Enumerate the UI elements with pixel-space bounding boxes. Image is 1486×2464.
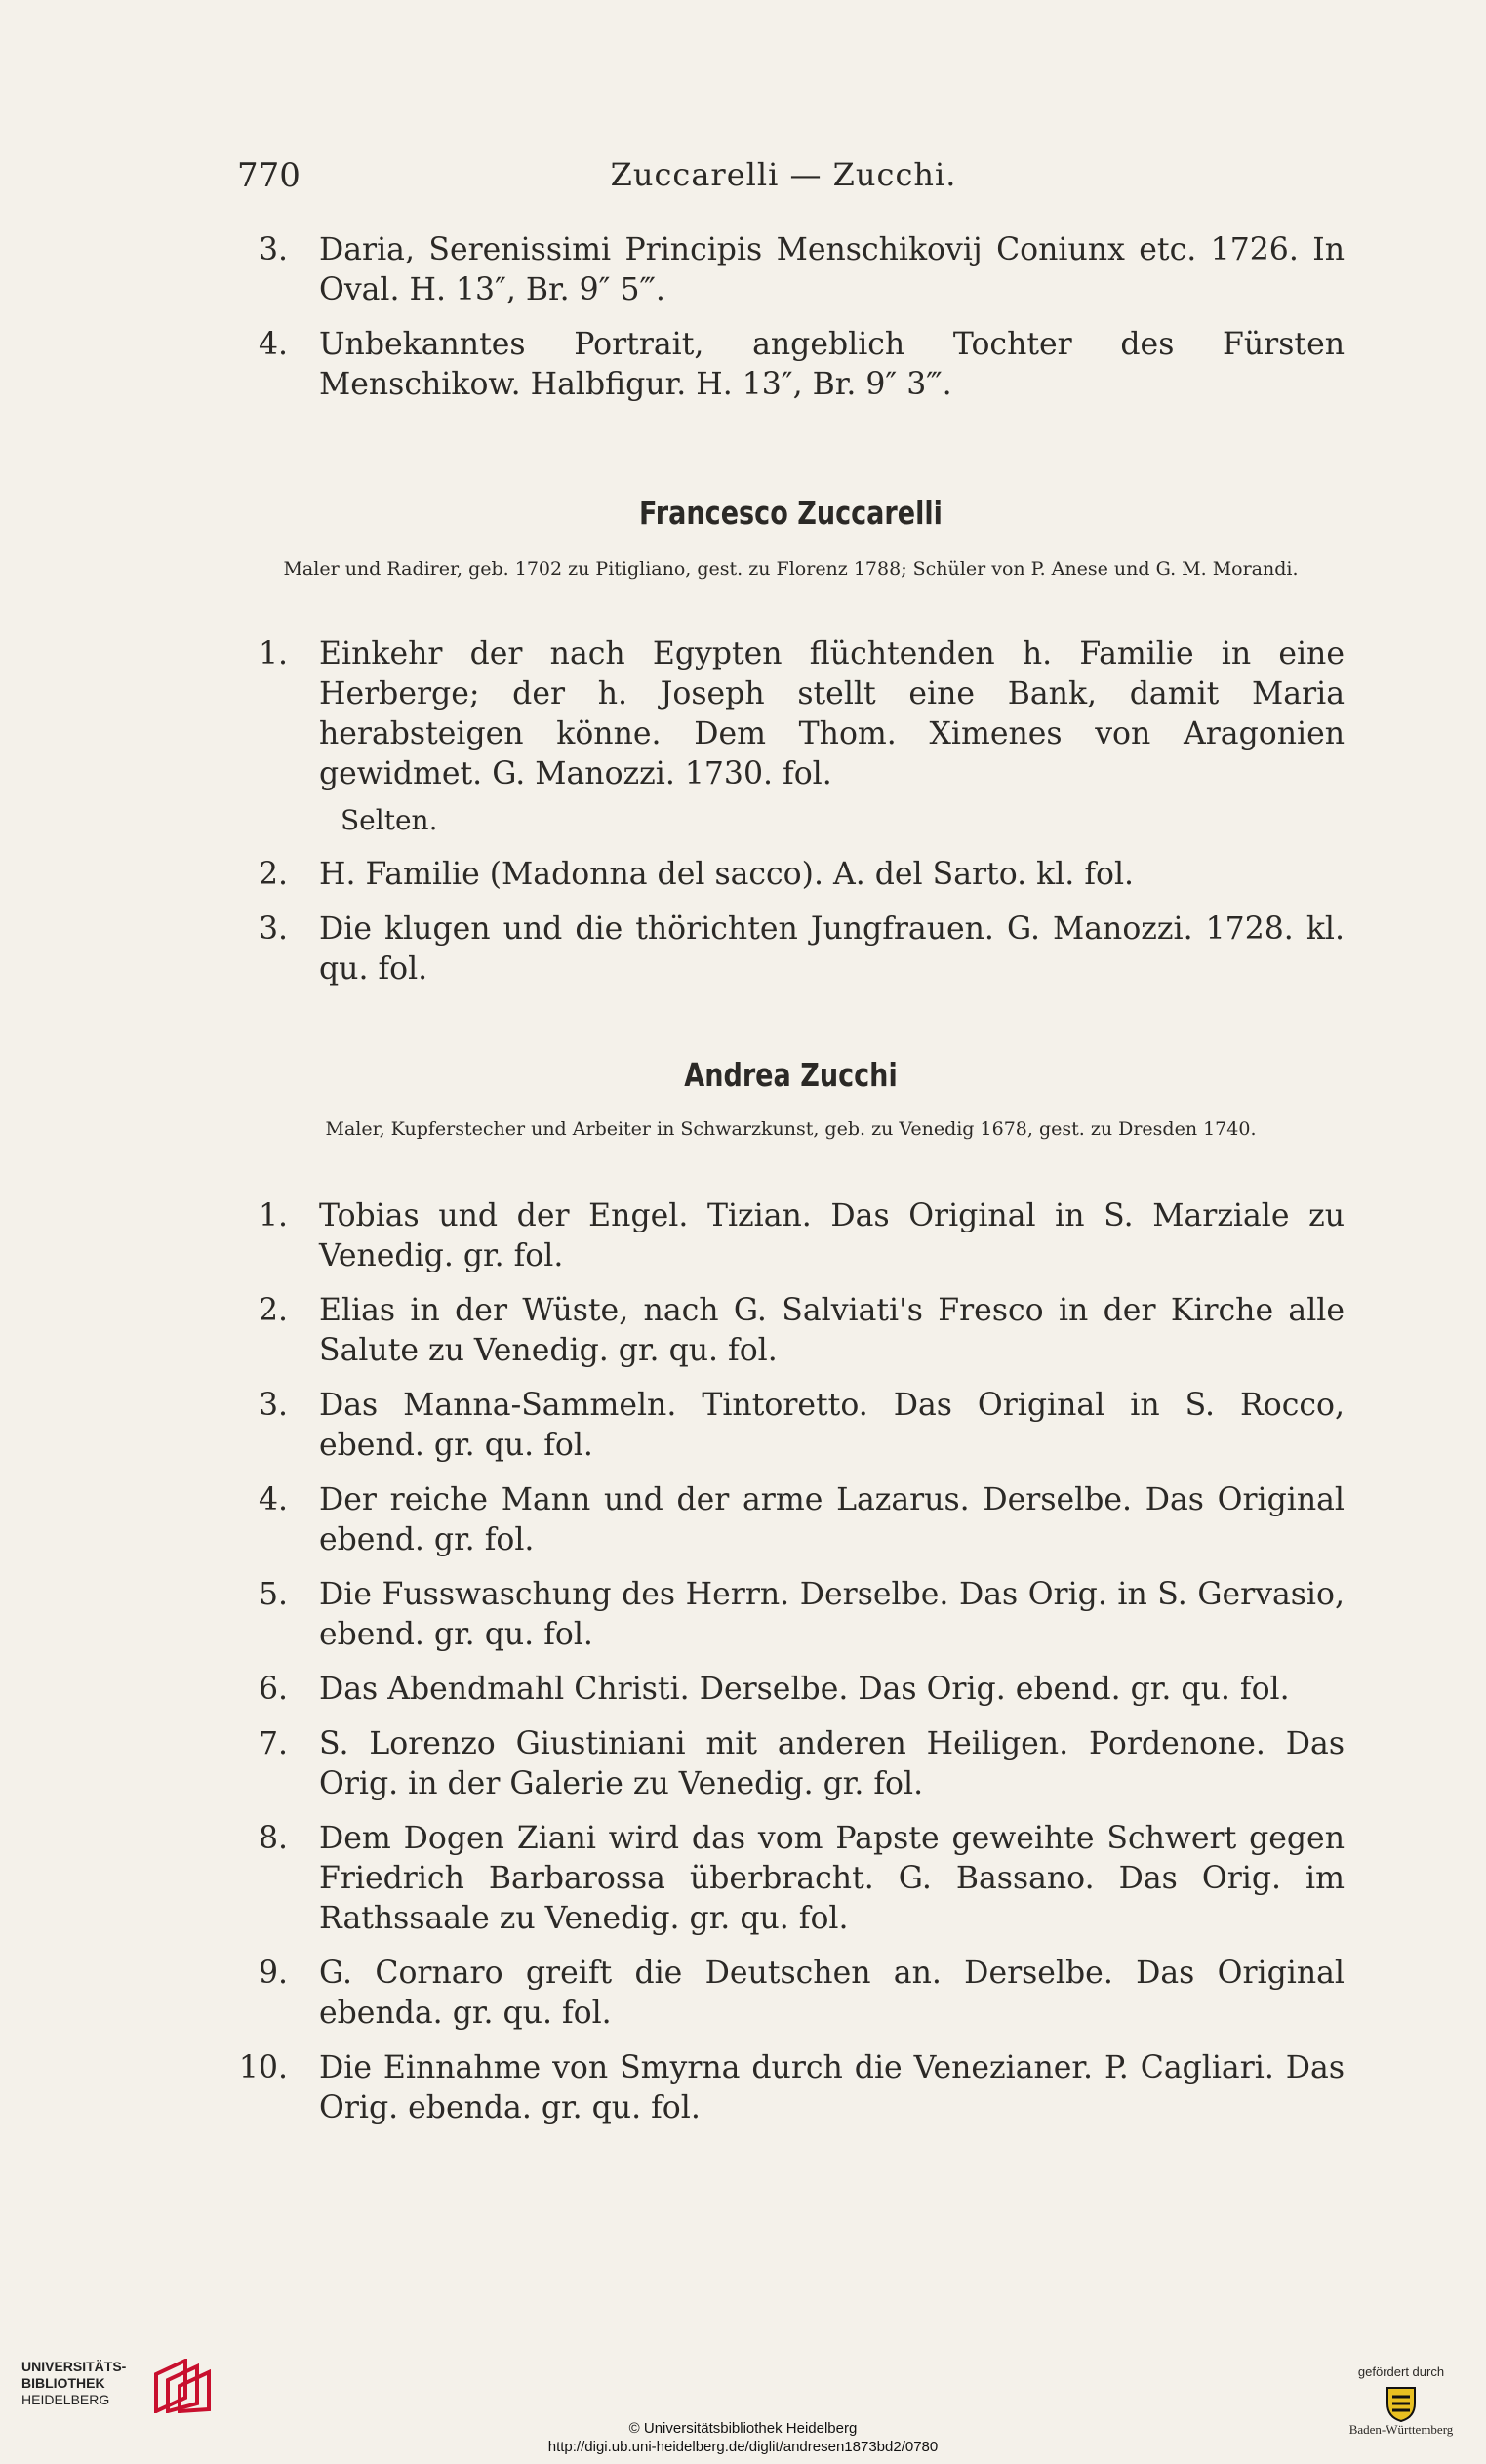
footer — [0, 2337, 1486, 2464]
section-title: Andrea Zucchi — [684, 1056, 898, 1094]
entry-number: 3. — [258, 1388, 288, 1423]
entry-text: Unbekanntes Portrait, angeblich Tochter des Fürsten Menschikow. Halbfigur. H. 13″, Br. 9″ 3‴. — [319, 327, 1345, 402]
entry-text: Das Manna-Sammeln. Tintoretto. Das Original in S. Rocco, ebend. gr. qu. fol. — [319, 1388, 1345, 1463]
entry-text: Die Fusswaschung des Herrn. Derselbe. Das Orig. in S. Gervasio, ebend. gr. qu. fol. — [319, 1577, 1345, 1652]
entry-text: G. Cornaro greift die Deutschen an. Derselbe. Das Original ebenda. gr. qu. fol. — [319, 1956, 1345, 2031]
entry-number: 6. — [258, 1672, 288, 1707]
copyright-notice: © Universitätsbibliothek Heidelberg — [628, 2420, 858, 2437]
list-item — [237, 1819, 1345, 1939]
state-coat-of-arms-icon — [1382, 2384, 1421, 2423]
section-title: Francesco Zuccarelli — [639, 494, 943, 532]
list-item — [237, 325, 1345, 405]
list-item — [237, 2048, 1345, 2128]
entry-text: Einkehr der nach Egypten flüchtenden h. Familie in eine Herberge; der h. Joseph stellt eine Bank, damit Maria herabsteigen könne. Dem Thom. Ximenes von Aragonien gewidmet. G. Manozzi. 1730. fol. — [319, 636, 1345, 791]
entry-text: H. Familie (Madonna del sacco). A. del Sarto. kl. fol. — [319, 857, 1135, 892]
permalink-url[interactable]: http://digi.ub.uni-heidelberg.de/diglit/andresen1873bd2/0780 — [547, 2439, 939, 2455]
list-item — [237, 230, 1345, 310]
entry-number: 9. — [258, 1956, 288, 1991]
list-item — [237, 855, 1345, 895]
entry-text: Elias in der Wüste, nach G. Salviati's Fresco in der Kirche alle Salute zu Venedig. gr. qu. fol. — [319, 1293, 1345, 1368]
entry-number: 3. — [258, 232, 288, 267]
entry-list — [237, 1196, 1345, 2143]
entry-text: Daria, Serenissimi Principis Menschikovij Coniunx etc. 1726. In Oval. H. 13″, Br. 9″ 5‴. — [319, 232, 1345, 307]
list-item — [237, 634, 1345, 840]
list-item — [237, 1670, 1345, 1710]
entry-text: S. Lorenzo Giustiniani mit anderen Heiligen. Pordenone. Das Orig. in der Galerie zu Venedig. gr. fol. — [319, 1726, 1345, 1801]
entry-text: Die klugen und die thörichten Jungfrauen. G. Manozzi. 1728. kl. qu. fol. — [319, 911, 1345, 987]
entry-number: 2. — [258, 857, 288, 892]
page-header — [237, 156, 1330, 205]
list-item — [237, 909, 1345, 990]
funding-state: Baden-Württemberg — [1348, 2422, 1454, 2437]
entry-number: 4. — [258, 1482, 288, 1517]
entry-text: Der reiche Mann und der arme Lazarus. Derselbe. Das Original ebend. gr. fol. — [319, 1482, 1345, 1557]
list-item — [237, 1724, 1345, 1804]
logo-line: BIBLIOTHEK — [21, 2375, 105, 2391]
entry-number: 3. — [258, 911, 288, 947]
entry-text: Das Abendmahl Christi. Derselbe. Das Orig. ebend. gr. qu. fol. — [319, 1672, 1290, 1707]
list-item — [237, 1196, 1345, 1276]
list-item — [237, 1386, 1345, 1466]
entry-number: 5. — [258, 1577, 288, 1612]
logo-line: HEIDELBERG — [21, 2392, 110, 2407]
entry-number: 7. — [258, 1726, 288, 1761]
list-item — [237, 1291, 1345, 1371]
list-item — [237, 1480, 1345, 1560]
section-description: Maler und Radirer, geb. 1702 zu Pitigliano, gest. zu Florenz 1788; Schüler von P. Anese und G. M. Morandi. — [283, 558, 1299, 580]
entry-note: Selten. — [341, 804, 438, 836]
running-title: Zuccarelli — Zucchi. — [610, 156, 957, 193]
entry-number: 4. — [258, 327, 288, 362]
entry-number: 8. — [258, 1821, 288, 1856]
entry-number: 2. — [258, 1293, 288, 1328]
entry-text: Tobias und der Engel. Tizian. Das Original in S. Marziale zu Venedig. gr. fol. — [319, 1198, 1345, 1273]
entry-number: 1. — [258, 636, 288, 671]
entry-number: 10. — [238, 2050, 288, 2085]
entry-list — [237, 634, 1345, 1004]
funding-label: gefördert durch — [1357, 2364, 1445, 2379]
list-item — [237, 1954, 1345, 2034]
page-number: 770 — [237, 156, 301, 195]
entry-number: 1. — [258, 1198, 288, 1233]
continued-entry-list — [237, 230, 1345, 420]
funding-credit — [1338, 2364, 1465, 2438]
entry-text: Die Einnahme von Smyrna durch die Venezianer. P. Cagliari. Das Orig. ebenda. gr. qu. fol. — [319, 2050, 1345, 2125]
entry-text: Dem Dogen Ziani wird das vom Papste geweihte Schwert gegen Friedrich Barbarossa überbracht. G. Bassano. Das Orig. im Rathssaale zu Venedig. gr. qu. fol. — [319, 1821, 1345, 1936]
library-logo-mark-icon — [146, 2359, 219, 2413]
section-description: Maler, Kupferstecher und Arbeiter in Schwarzkunst, geb. zu Venedig 1678, gest. zu Dresden 1740. — [325, 1118, 1257, 1140]
list-item — [237, 1575, 1345, 1655]
logo-line: UNIVERSITÄTS- — [21, 2359, 127, 2374]
